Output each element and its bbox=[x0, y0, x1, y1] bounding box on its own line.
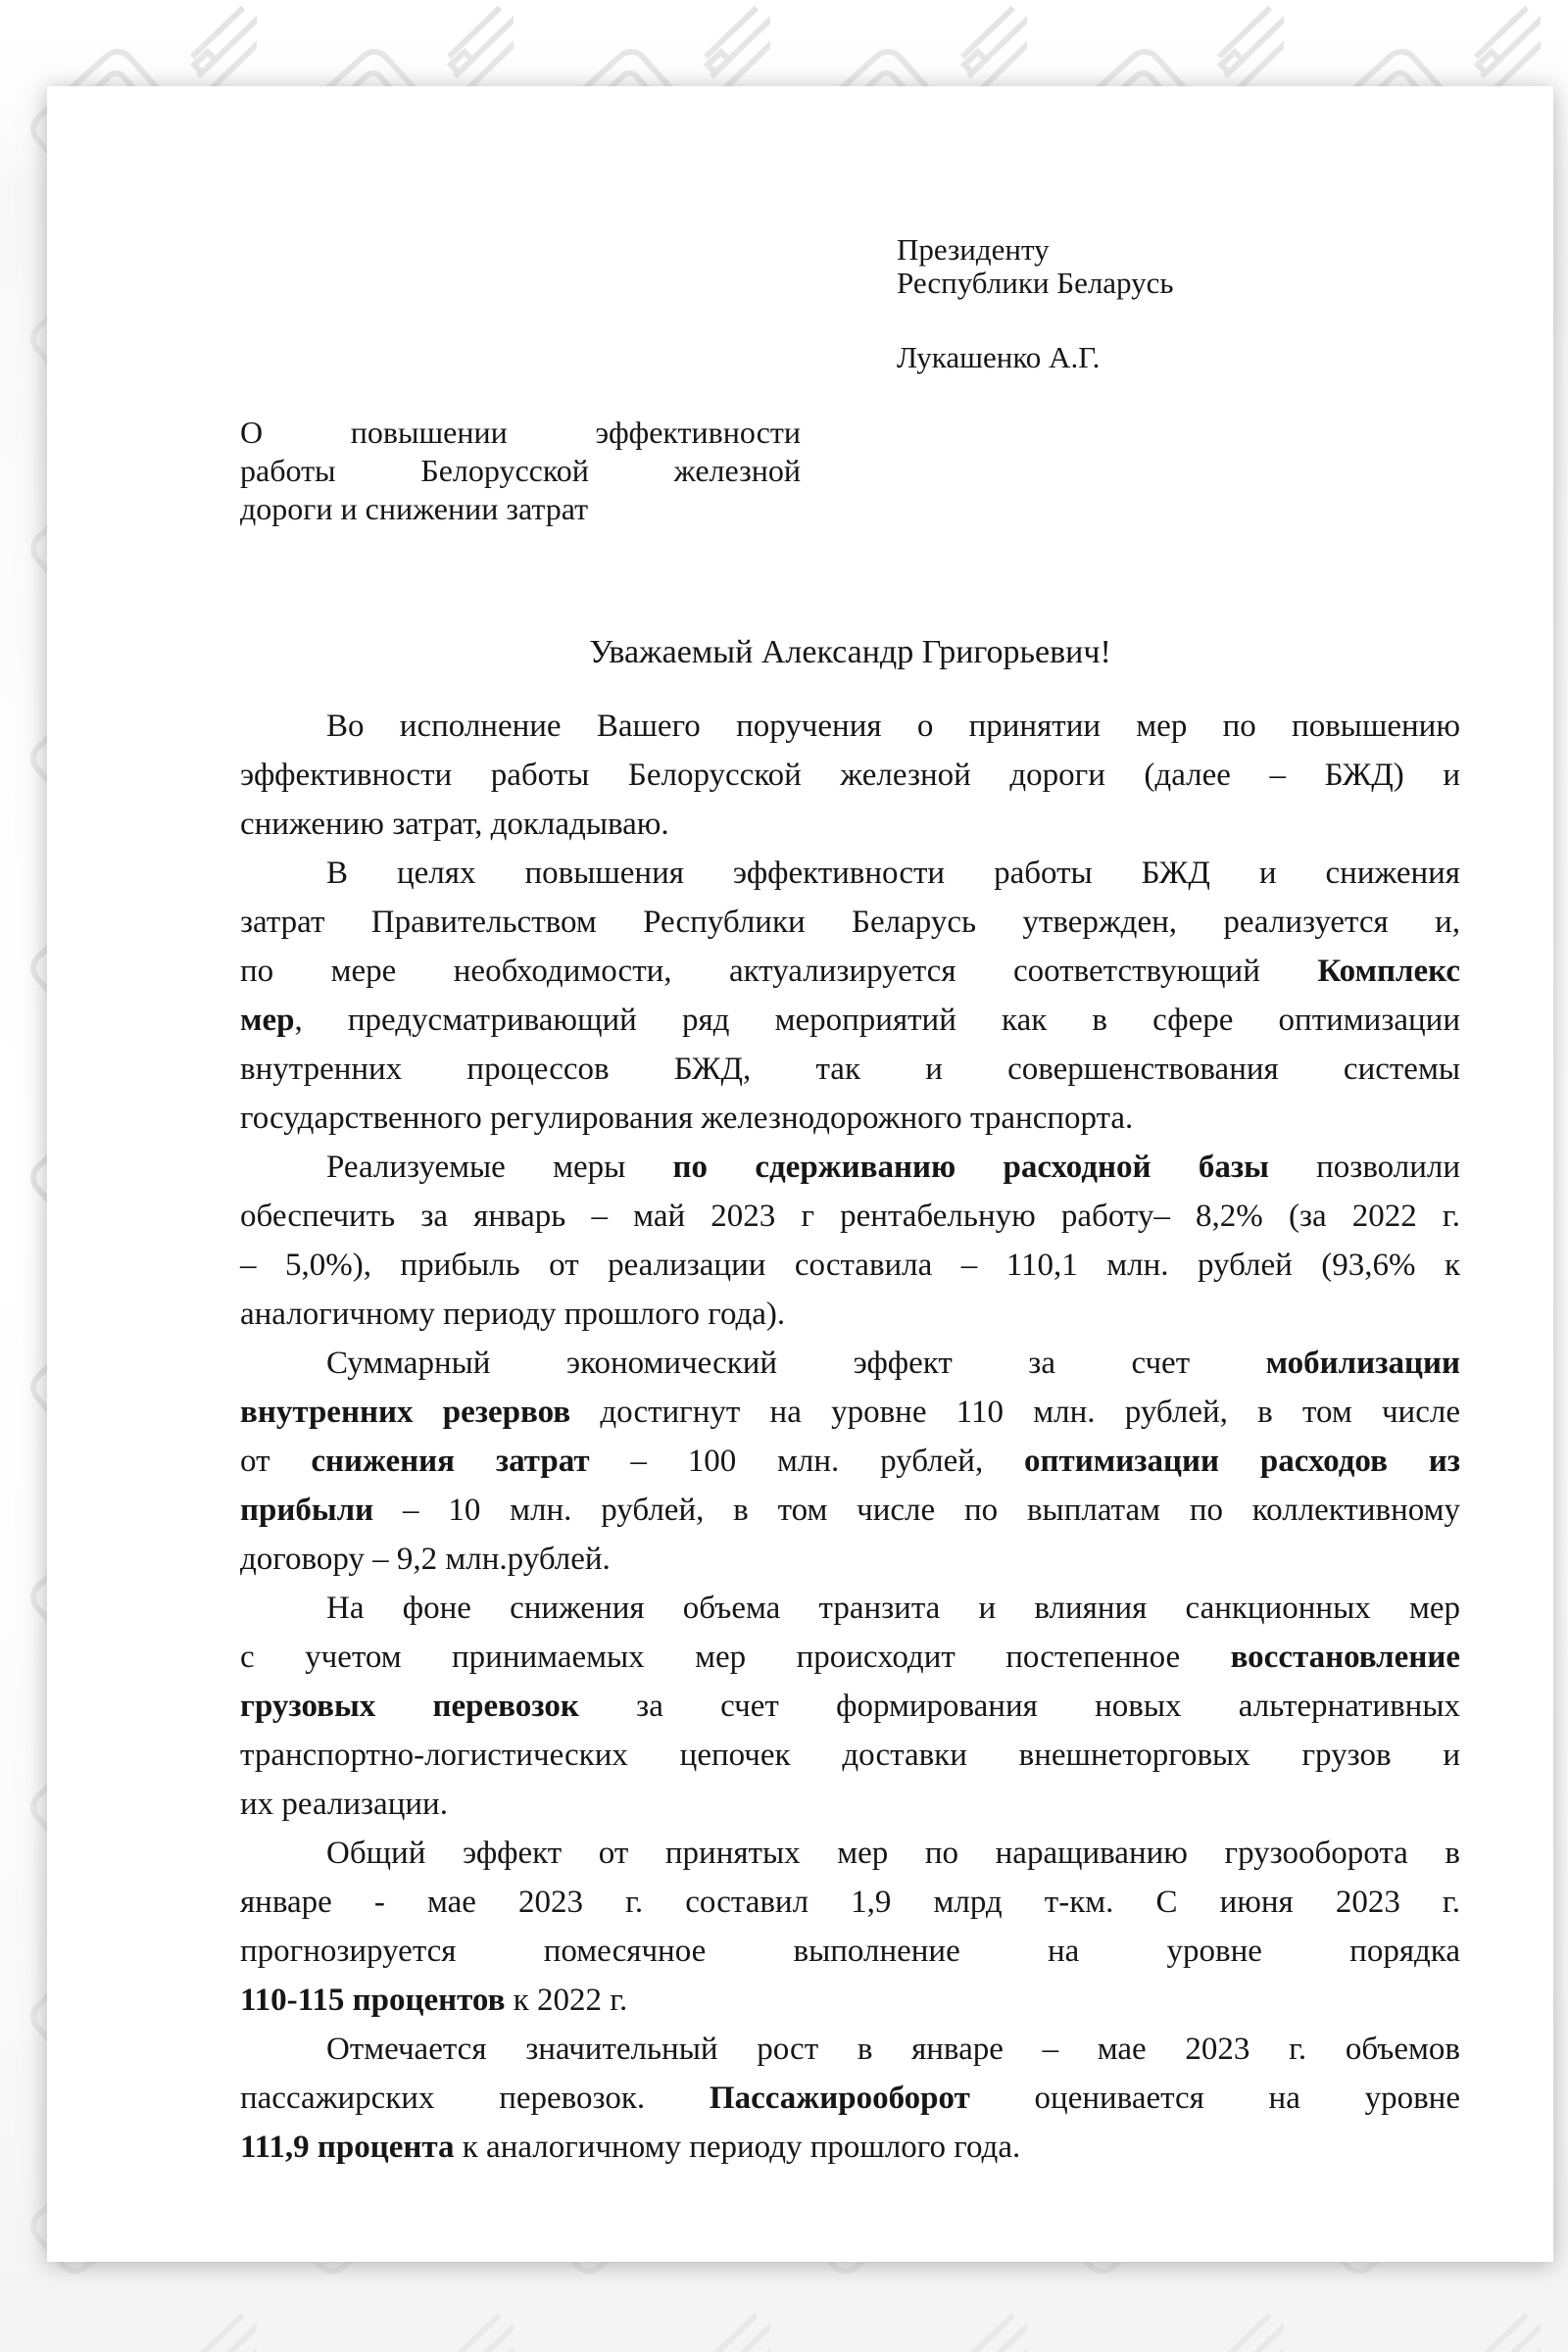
text-line: с учетом принимаемых мер происходит постепенное восстановление bbox=[240, 1640, 1460, 1675]
text-line: прибыли – 10 млн. рублей, в том числе по выплатам по коллективному bbox=[240, 1493, 1460, 1528]
text-line: договору – 9,2 млн.рублей. bbox=[240, 1542, 611, 1577]
paragraph bbox=[240, 1143, 1460, 1339]
text-line: затрат Правительством Республики Беларусь утвержден, реализуется и, bbox=[240, 905, 1460, 940]
text-line: 111,9 процента к аналогичному периоду прошлого года. bbox=[240, 2130, 1021, 2165]
text-line: внутренних процессов БЖД, так и совершенствования системы bbox=[240, 1052, 1460, 1087]
text-line: снижению затрат, докладываю. bbox=[240, 807, 669, 842]
text-line: Реализуемые меры по сдерживанию расходной базы позволили bbox=[326, 1150, 1460, 1185]
paragraph bbox=[240, 2025, 1460, 2172]
text-line: прогнозируется помесячное выполнение на уровне порядка bbox=[240, 1934, 1460, 1969]
text-line: Общий эффект от принятых мер по наращиванию грузооборота в bbox=[326, 1836, 1460, 1871]
recipient-block bbox=[897, 233, 1460, 300]
document-page bbox=[47, 86, 1553, 2262]
text-line: – 5,0%), прибыль от реализации составила – 110,1 млн. рублей (93,6% к bbox=[240, 1248, 1460, 1283]
paragraph bbox=[240, 849, 1460, 1143]
text-line: обеспечить за январь – май 2023 г рентабельную работу– 8,2% (за 2022 г. bbox=[240, 1199, 1460, 1234]
paragraph bbox=[240, 1339, 1460, 1584]
text-line: Отмечается значительный рост в январе – мае 2023 г. объемов bbox=[326, 2032, 1460, 2067]
paragraph bbox=[240, 1829, 1460, 2025]
document-body bbox=[240, 702, 1460, 2172]
text-line: мер, предусматривающий ряд мероприятий как в сфере оптимизации bbox=[240, 1003, 1460, 1038]
text-line: их реализации. bbox=[240, 1787, 448, 1822]
text-line: внутренних резервов достигнут на уровне 110 млн. рублей, в том числе bbox=[240, 1395, 1460, 1430]
addressee-name: Лукашенко А.Г. bbox=[897, 340, 1101, 374]
text-line: Суммарный экономический эффект за счет мобилизации bbox=[326, 1346, 1460, 1381]
text-line: В целях повышения эффективности работы БЖД и снижения bbox=[326, 856, 1460, 891]
text-line: грузовых перевозок за счет формирования новых альтернативных bbox=[240, 1689, 1461, 1724]
text-line: транспортно-логистических цепочек доставки внешнеторговых грузов и bbox=[240, 1738, 1460, 1773]
recipient-line: Президенту bbox=[897, 232, 1050, 267]
paragraph bbox=[240, 702, 1460, 849]
text-line: Во исполнение Вашего поручения о принятии мер по повышению bbox=[326, 709, 1460, 744]
text-line: На фоне снижения объема транзита и влияния санкционных мер bbox=[326, 1591, 1460, 1626]
subject-line: О повышении эффективности bbox=[240, 415, 801, 450]
text-line: от снижения затрат – 100 млн. рублей, оптимизации расходов из bbox=[240, 1444, 1460, 1479]
text-line: государственного регулирования железнодорожного транспорта. bbox=[240, 1101, 1134, 1136]
text-line: пассажирских перевозок. Пассажирооборот оценивается на уровне bbox=[240, 2081, 1460, 2116]
text-line: аналогичному периоду прошлого года). bbox=[240, 1297, 786, 1332]
subject-line: работы Белорусской железной bbox=[240, 453, 801, 488]
subject-block bbox=[240, 414, 801, 528]
recipient-line: Республики Беларусь bbox=[897, 266, 1174, 300]
salutation: Уважаемый Александр Григорьевич! bbox=[589, 634, 1111, 670]
subject-line: дороги и снижении затрат bbox=[240, 491, 589, 526]
text-line: по мере необходимости, актуализируется соответствующий Комплекс bbox=[240, 954, 1460, 989]
text-line: эффективности работы Белорусской железной дороги (далее – БЖД) и bbox=[240, 758, 1460, 793]
text-line: 110-115 процентов к 2022 г. bbox=[240, 1983, 628, 2018]
text-line: январе - мае 2023 г. составил 1,9 млрд т-км. С июня 2023 г. bbox=[240, 1885, 1460, 1920]
paragraph bbox=[240, 1584, 1460, 1829]
